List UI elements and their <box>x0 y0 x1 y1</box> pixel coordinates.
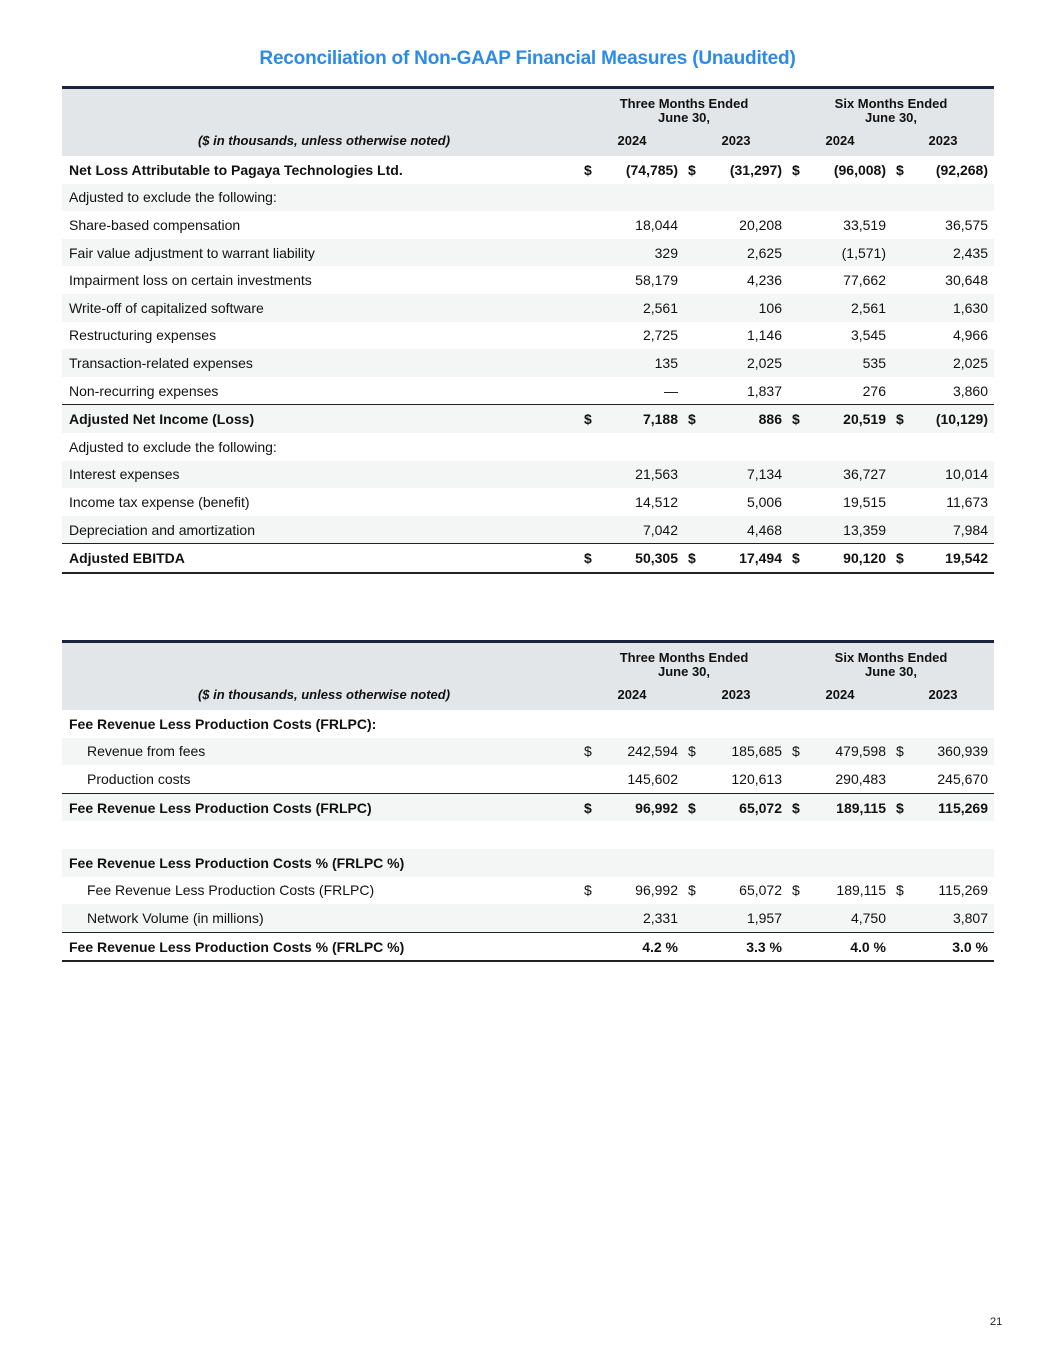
currency-symbol: $ <box>788 544 808 573</box>
currency-symbol: $ <box>892 877 912 905</box>
currency-symbol <box>580 322 600 350</box>
currency-symbol <box>788 904 808 932</box>
value-cell: 1,837 <box>704 377 788 405</box>
table-row <box>62 322 994 350</box>
currency-symbol <box>788 322 808 350</box>
row-label: Interest expenses <box>62 461 580 489</box>
value-cell: 135 <box>600 349 684 377</box>
value-cell: (92,268) <box>912 156 994 184</box>
currency-symbol: $ <box>684 738 704 766</box>
table-row <box>62 516 994 544</box>
table-row <box>62 738 994 766</box>
currency-symbol <box>580 294 600 322</box>
currency-symbol <box>580 488 600 516</box>
value-cell <box>912 184 994 212</box>
year-header: 2023 <box>892 126 994 156</box>
table-row <box>62 765 994 793</box>
currency-symbol <box>788 184 808 212</box>
row-label: Adjusted to exclude the following: <box>62 184 580 212</box>
value-cell: — <box>600 377 684 405</box>
value-cell: 886 <box>704 405 788 433</box>
row-label: Adjusted EBITDA <box>62 544 580 573</box>
currency-symbol <box>684 516 704 544</box>
table-row <box>62 461 994 489</box>
value-cell: 5,006 <box>704 488 788 516</box>
currency-symbol: $ <box>892 405 912 433</box>
value-cell: 30,648 <box>912 266 994 294</box>
value-cell <box>600 821 684 849</box>
value-cell: 535 <box>808 349 892 377</box>
value-cell: 33,519 <box>808 211 892 239</box>
value-cell: 19,515 <box>808 488 892 516</box>
value-cell: 90,120 <box>808 544 892 573</box>
currency-symbol <box>684 849 704 877</box>
currency-symbol <box>892 377 912 405</box>
value-cell: 14,512 <box>600 488 684 516</box>
value-cell: 10,014 <box>912 461 994 489</box>
currency-symbol <box>580 184 600 212</box>
currency-symbol <box>684 932 704 961</box>
currency-symbol <box>684 266 704 294</box>
currency-symbol <box>788 932 808 961</box>
currency-symbol <box>788 239 808 267</box>
currency-symbol <box>580 765 600 793</box>
table-row <box>62 349 994 377</box>
currency-symbol <box>892 904 912 932</box>
currency-symbol: $ <box>892 156 912 184</box>
currency-symbol <box>892 516 912 544</box>
value-cell <box>600 184 684 212</box>
value-cell: 20,208 <box>704 211 788 239</box>
row-label: Depreciation and amortization <box>62 516 580 544</box>
currency-symbol <box>892 849 912 877</box>
value-cell: 58,179 <box>600 266 684 294</box>
currency-symbol <box>580 349 600 377</box>
page-number: 21 <box>990 1316 1003 1328</box>
value-cell <box>912 849 994 877</box>
currency-symbol <box>684 184 704 212</box>
units-note: ($ in thousands, unless otherwise noted) <box>62 680 580 710</box>
table-row <box>62 377 994 405</box>
currency-symbol <box>684 710 704 738</box>
value-cell: 2,725 <box>600 322 684 350</box>
value-cell: 65,072 <box>704 877 788 905</box>
value-cell <box>912 433 994 461</box>
currency-symbol: $ <box>580 793 600 821</box>
value-cell: 36,575 <box>912 211 994 239</box>
value-cell <box>808 849 892 877</box>
currency-symbol: $ <box>684 405 704 433</box>
row-label: Transaction-related expenses <box>62 349 580 377</box>
value-cell: 7,188 <box>600 405 684 433</box>
year-header: 2023 <box>684 680 788 710</box>
currency-symbol <box>788 821 808 849</box>
value-cell <box>912 710 994 738</box>
table-row <box>62 211 994 239</box>
row-label: Production costs <box>62 765 580 793</box>
value-cell: (31,297) <box>704 156 788 184</box>
currency-symbol <box>892 765 912 793</box>
year-header: 2024 <box>580 126 684 156</box>
currency-symbol <box>580 932 600 961</box>
value-cell <box>704 710 788 738</box>
row-label: Fee Revenue Less Production Costs % (FRLPC %) <box>62 932 580 961</box>
value-cell: 2,435 <box>912 239 994 267</box>
row-label: Adjusted to exclude the following: <box>62 433 580 461</box>
value-cell: 120,613 <box>704 765 788 793</box>
value-cell: 1,957 <box>704 904 788 932</box>
currency-symbol <box>892 184 912 212</box>
value-cell: 3.3 % <box>704 932 788 961</box>
value-cell: 21,563 <box>600 461 684 489</box>
currency-symbol: $ <box>788 793 808 821</box>
table-row <box>62 294 994 322</box>
currency-symbol: $ <box>684 156 704 184</box>
value-cell: 36,727 <box>808 461 892 489</box>
units-note: ($ in thousands, unless otherwise noted) <box>62 126 580 156</box>
currency-symbol <box>580 239 600 267</box>
currency-symbol <box>684 294 704 322</box>
currency-symbol <box>788 461 808 489</box>
currency-symbol <box>684 488 704 516</box>
year-header: 2024 <box>788 126 892 156</box>
table-row <box>62 849 994 877</box>
page-title: Reconciliation of Non-GAAP Financial Measures (Unaudited) <box>259 48 796 69</box>
value-cell: 77,662 <box>808 266 892 294</box>
value-cell <box>912 821 994 849</box>
row-label: Non-recurring expenses <box>62 377 580 405</box>
value-cell <box>600 710 684 738</box>
table-row <box>62 433 994 461</box>
currency-symbol: $ <box>580 738 600 766</box>
value-cell: 17,494 <box>704 544 788 573</box>
row-label: Fee Revenue Less Production Costs (FRLPC): <box>62 710 580 738</box>
currency-symbol <box>580 461 600 489</box>
table-row <box>62 156 994 184</box>
currency-symbol <box>788 349 808 377</box>
row-label: Adjusted Net Income (Loss) <box>62 405 580 433</box>
value-cell: 115,269 <box>912 877 994 905</box>
value-cell: 185,685 <box>704 738 788 766</box>
value-cell <box>704 184 788 212</box>
currency-symbol <box>684 461 704 489</box>
currency-symbol <box>788 765 808 793</box>
value-cell: (96,008) <box>808 156 892 184</box>
currency-symbol <box>892 932 912 961</box>
currency-symbol <box>580 377 600 405</box>
value-cell: 4,236 <box>704 266 788 294</box>
row-label: Fee Revenue Less Production Costs (FRLPC) <box>62 793 580 821</box>
currency-symbol <box>580 266 600 294</box>
header-three-months: Three Months Ended June 30, <box>580 643 788 680</box>
currency-symbol <box>580 710 600 738</box>
currency-symbol <box>892 433 912 461</box>
currency-symbol <box>892 821 912 849</box>
currency-symbol: $ <box>788 156 808 184</box>
value-cell: (10,129) <box>912 405 994 433</box>
adjusted-ebitda-reconciliation-table <box>62 86 994 574</box>
value-cell: 145,602 <box>600 765 684 793</box>
value-cell: 3,807 <box>912 904 994 932</box>
value-cell: 2,025 <box>704 349 788 377</box>
row-label: Restructuring expenses <box>62 322 580 350</box>
currency-symbol <box>892 710 912 738</box>
value-cell <box>600 849 684 877</box>
value-cell <box>704 433 788 461</box>
table-row <box>62 877 994 905</box>
table-row <box>62 821 994 849</box>
currency-symbol <box>684 322 704 350</box>
value-cell <box>704 821 788 849</box>
value-cell <box>704 849 788 877</box>
currency-symbol: $ <box>788 405 808 433</box>
table-row <box>62 239 994 267</box>
row-label: Write-off of capitalized software <box>62 294 580 322</box>
currency-symbol <box>684 211 704 239</box>
table-row <box>62 544 994 573</box>
currency-symbol <box>788 516 808 544</box>
value-cell: 276 <box>808 377 892 405</box>
currency-symbol <box>892 239 912 267</box>
value-cell: 2,561 <box>600 294 684 322</box>
row-label: Share-based compensation <box>62 211 580 239</box>
value-cell <box>808 710 892 738</box>
value-cell: 106 <box>704 294 788 322</box>
year-header: 2024 <box>580 680 684 710</box>
row-label: Income tax expense (benefit) <box>62 488 580 516</box>
currency-symbol <box>580 516 600 544</box>
value-cell: (1,571) <box>808 239 892 267</box>
value-cell: 2,561 <box>808 294 892 322</box>
value-cell: 4,468 <box>704 516 788 544</box>
row-label: Impairment loss on certain investments <box>62 266 580 294</box>
value-cell: 2,625 <box>704 239 788 267</box>
header-three-months: Three Months Ended June 30, <box>580 89 788 126</box>
value-cell: 7,984 <box>912 516 994 544</box>
value-cell: 479,598 <box>808 738 892 766</box>
currency-symbol <box>892 294 912 322</box>
currency-symbol <box>580 904 600 932</box>
value-cell: 3,860 <box>912 377 994 405</box>
currency-symbol <box>788 849 808 877</box>
value-cell <box>808 184 892 212</box>
value-cell: 3.0 % <box>912 932 994 961</box>
frlpc-reconciliation-table <box>62 640 994 962</box>
value-cell: 189,115 <box>808 793 892 821</box>
table-row <box>62 710 994 738</box>
currency-symbol <box>788 710 808 738</box>
row-label <box>62 821 580 849</box>
currency-symbol: $ <box>684 544 704 573</box>
value-cell: 115,269 <box>912 793 994 821</box>
table-row <box>62 488 994 516</box>
currency-symbol <box>684 765 704 793</box>
value-cell: 65,072 <box>704 793 788 821</box>
table-row <box>62 793 994 821</box>
currency-symbol <box>684 433 704 461</box>
header-six-months: Six Months Ended June 30, <box>788 643 994 680</box>
value-cell: 290,483 <box>808 765 892 793</box>
value-cell: 18,044 <box>600 211 684 239</box>
value-cell: 2,025 <box>912 349 994 377</box>
value-cell: 360,939 <box>912 738 994 766</box>
value-cell: 7,042 <box>600 516 684 544</box>
value-cell: 189,115 <box>808 877 892 905</box>
currency-symbol <box>892 488 912 516</box>
currency-symbol <box>788 211 808 239</box>
value-cell: 1,146 <box>704 322 788 350</box>
value-cell: 11,673 <box>912 488 994 516</box>
value-cell: 245,670 <box>912 765 994 793</box>
value-cell: 3,545 <box>808 322 892 350</box>
table-row <box>62 405 994 433</box>
value-cell: 7,134 <box>704 461 788 489</box>
currency-symbol <box>684 349 704 377</box>
value-cell: (74,785) <box>600 156 684 184</box>
year-header: 2024 <box>788 680 892 710</box>
value-cell: 2,331 <box>600 904 684 932</box>
currency-symbol: $ <box>580 544 600 573</box>
value-cell <box>808 821 892 849</box>
year-header: 2023 <box>684 126 788 156</box>
currency-symbol: $ <box>580 156 600 184</box>
value-cell: 4,966 <box>912 322 994 350</box>
currency-symbol <box>892 322 912 350</box>
currency-symbol <box>684 239 704 267</box>
currency-symbol <box>788 294 808 322</box>
currency-symbol <box>892 266 912 294</box>
table-row <box>62 932 994 961</box>
currency-symbol: $ <box>580 405 600 433</box>
row-label: Fee Revenue Less Production Costs (FRLPC) <box>62 877 580 905</box>
table-row <box>62 184 994 212</box>
currency-symbol <box>580 821 600 849</box>
header-six-months: Six Months Ended June 30, <box>788 89 994 126</box>
currency-symbol: $ <box>580 877 600 905</box>
currency-symbol: $ <box>892 544 912 573</box>
row-label: Fair value adjustment to warrant liability <box>62 239 580 267</box>
value-cell: 96,992 <box>600 877 684 905</box>
currency-symbol <box>892 211 912 239</box>
row-label: Net Loss Attributable to Pagaya Technologies Ltd. <box>62 156 580 184</box>
currency-symbol <box>684 821 704 849</box>
value-cell: 1,630 <box>912 294 994 322</box>
currency-symbol <box>684 904 704 932</box>
currency-symbol: $ <box>892 793 912 821</box>
value-cell: 242,594 <box>600 738 684 766</box>
row-label: Network Volume (in millions) <box>62 904 580 932</box>
currency-symbol <box>788 433 808 461</box>
value-cell <box>600 433 684 461</box>
currency-symbol: $ <box>684 877 704 905</box>
value-cell: 19,542 <box>912 544 994 573</box>
value-cell: 13,359 <box>808 516 892 544</box>
currency-symbol <box>892 461 912 489</box>
value-cell: 4.0 % <box>808 932 892 961</box>
currency-symbol: $ <box>788 877 808 905</box>
value-cell: 329 <box>600 239 684 267</box>
value-cell: 50,305 <box>600 544 684 573</box>
row-label: Revenue from fees <box>62 738 580 766</box>
currency-symbol <box>788 488 808 516</box>
value-cell: 4.2 % <box>600 932 684 961</box>
currency-symbol <box>788 377 808 405</box>
currency-symbol: $ <box>684 793 704 821</box>
currency-symbol <box>580 211 600 239</box>
value-cell <box>808 433 892 461</box>
year-header: 2023 <box>892 680 994 710</box>
currency-symbol <box>788 266 808 294</box>
currency-symbol <box>580 849 600 877</box>
currency-symbol <box>684 377 704 405</box>
table-row <box>62 904 994 932</box>
value-cell: 20,519 <box>808 405 892 433</box>
currency-symbol <box>580 433 600 461</box>
value-cell: 4,750 <box>808 904 892 932</box>
currency-symbol <box>892 349 912 377</box>
currency-symbol: $ <box>788 738 808 766</box>
row-label: Fee Revenue Less Production Costs % (FRLPC %) <box>62 849 580 877</box>
table-row <box>62 266 994 294</box>
currency-symbol: $ <box>892 738 912 766</box>
value-cell: 96,992 <box>600 793 684 821</box>
